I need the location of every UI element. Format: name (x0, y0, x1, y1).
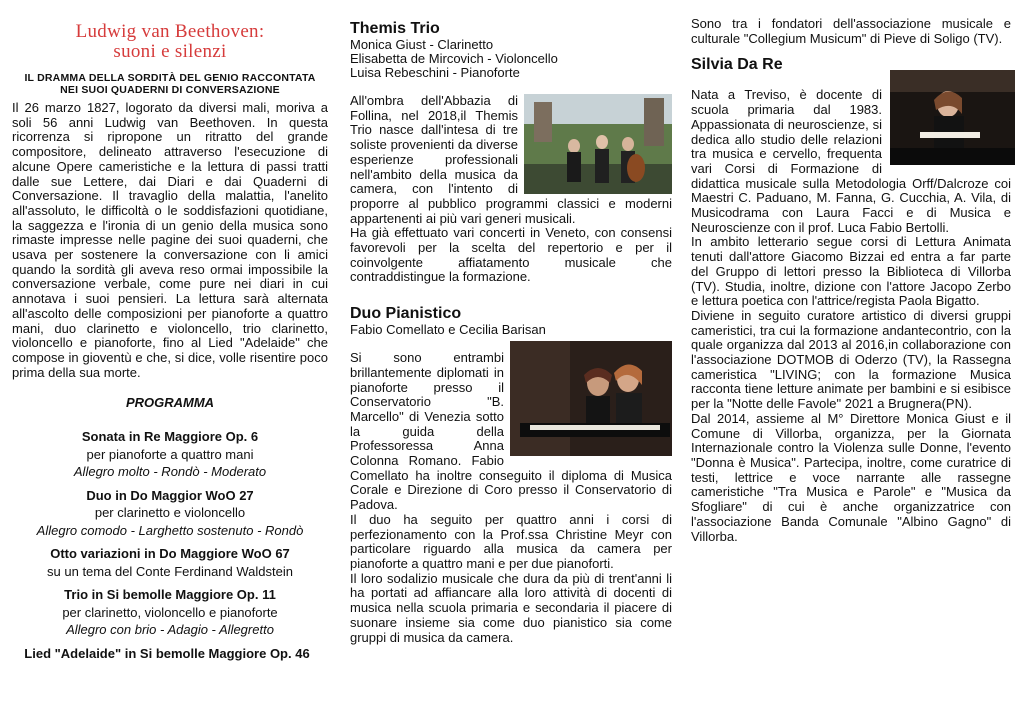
column-reader (691, 0, 1011, 723)
duo-photo-image (510, 341, 672, 456)
duo-photo (510, 341, 672, 456)
program-item-desc: su un tema del Conte Ferdinand Waldstein (47, 563, 293, 579)
trio-photo (524, 94, 672, 194)
duo-bio-2: Il duo ha seguito per quattro anni i corsi di perfezionamento con la Prof.ssa Christine Meyr con particolare riguardo alla musica da camera per pianoforte a quattro mani e per due pianoforti. (350, 511, 672, 571)
trio-members (350, 38, 672, 80)
program-item-title: Sonata in Re Maggiore Op. 6 (81, 429, 259, 445)
duo-members: Fabio Comellato e Cecilia Barisan (350, 322, 546, 338)
program-item (12, 487, 328, 540)
program-item (12, 428, 328, 481)
program-item (2, 645, 332, 663)
program-item-tempo: Allegro molto - Rondò - Moderato (73, 464, 267, 480)
program-item-title: Trio in Si bemolle Maggiore Op. 11 (64, 587, 276, 603)
title-line-1: Ludwig van Beethoven: (75, 21, 265, 42)
trio-member: Elisabetta de Mircovich - Violoncello (350, 51, 558, 66)
silvia-bio-3: Diviene in seguito curatore artistico di diversi gruppi cameristici, tra cui la formazione andantecontrio, con la quale organizza dal 2013 al 2016,in collaborazione con l'associazione DOTMOB di Oderzo (TV), la Rassegna cameristica "LIVING; con la formazione Musica racconta tiene letture animate per bambini e si esibisce per la "Notte delle Favole" 2021 a Brugnera(PN). (691, 307, 1011, 412)
trio-heading: Themis Trio (350, 20, 440, 37)
silvia-photo (890, 70, 1015, 165)
main-title (12, 22, 328, 62)
silvia-bio-2: In ambito letterario segue corsi di Lettura Animata tenuti dall'attore Giacomo Bizzai ed entra a far parte del Gruppo di lettori presso la Biblioteca di Villorba (TV). Studia, inoltre, dizione con l'attore Jacopo Zerbo e lettura poetica con l'attrice/regista Paola Bigatto. (691, 234, 1011, 309)
trio-bio: All'ombra dell'Abbazia di Follina, nel 2018,il Themis Trio nasce dall'intesa di tre soliste provenienti da diverse esperienze professionali nell'ambito della musica da camera, con l'intento di proporre al pubblico programmi classici e moderni appartenenti ai più vari generi musicali. (350, 93, 672, 226)
program-item-title: Otto variazioni in Do Maggiore WoO 67 (50, 546, 290, 562)
duo-heading: Duo Pianistico (350, 305, 462, 323)
program-item (12, 586, 328, 639)
silvia-photo-image (890, 70, 1015, 165)
program-item-tempo: Allegro comodo - Larghetto sostenuto - Rondò (36, 522, 304, 538)
silvia-heading: Silvia Da Re (691, 56, 783, 74)
column-program (12, 0, 328, 723)
duo-bio-3: Il loro sodalizio musicale che dura da più di trent'anni li ha portati ad affiancare alla loro attività di docenti di musica nella scuola primaria e secondaria il piacere di suonare insieme sia come duo pianistico sia come gruppi di musica da camera. (350, 570, 672, 645)
trio-photo-image (524, 94, 672, 194)
program-item-desc: per clarinetto, violoncello e pianoforte (62, 604, 278, 620)
programma-heading: PROGRAMMA (125, 395, 215, 411)
title-line-2: suoni e silenzi (113, 41, 227, 62)
column-performers (350, 0, 672, 723)
silvia-bio-1: Nata a Treviso, è docente di scuola primaria dal 1983. Appassionata di neuroscienze, si dedica allo studio delle relazioni tra musica e cervello, frequenta vari Corsi di Formazione di didattica musicale sulla Metodologia Orff/Dalcroze coi Maestri C. Paduano, M. Fanna, G. Cucchia, A. Vila, di Musicodrama con Laura Facci e di Musica e Neuroscienze con il prof. Luca Fabio Bertolli. (691, 87, 1011, 235)
program-item-desc: per clarinetto e violoncello (94, 505, 246, 521)
duo-bio-1: Si sono entrambi brillantemente diplomati in pianoforte presso il Conservatorio "B. Marcello" di Venezia sotto la guida della Professoressa Anna Colonna Romano. Fabio Comellato ha inoltre conseguito il diploma di Musica Corale e Direzione di Coro presso il Conservatorio di Padova. (350, 350, 672, 513)
intro-paragraph: Il 26 marzo 1827, logorato da diversi mali, moriva a soli 56 anni Ludwig van Beethoven. In questa ricorrenza si ripropone un ritratto del grande compositore, delineato attraverso l'esecuzione di alcune Opere cameristiche e la lettura di passi tratti dalle sue Lettere, dai Diari e dai Quaderni di Conversazione. Il travaglio della malattia, l'anelito all'assoluto, le difficoltà o le soddisfazioni quotidiane, la saggezza e l'ironia di un genio della musica sono rimaste impresse nelle pagine dei suoi quaderni, che usava per sostenere la conversazione con li amici quando la sordità gli aveva reso ormai impossibile la conversazione verbale, come pure nei diari in cui annotava i suoi pensieri. La lettura sarà alternata all'ascolto delle composizioni per pianoforte a quattro mani, duo clarinetto e violoncello, trio clarinetto, violoncello e pianoforte, fino al Lied "Adelaide" che compose in gioventù e che, si dice, volle risentire poco prima della sua morte. (12, 100, 328, 380)
program-item-title: Duo in Do Maggior WoO 27 (86, 487, 254, 503)
program-item-tempo: Allegro con brio - Adagio - Allegretto (66, 622, 274, 638)
duo-foundation-text: Sono tra i fondatori dell'associazione musicale e culturale "Collegium Musicum" di Pieve di Soligo (TV). (691, 16, 1011, 46)
trio-member: Luisa Rebeschini - Pianoforte (350, 65, 520, 80)
program-item-title: Lied "Adelaide" in Si bemolle Maggiore Op. 46 (24, 645, 310, 661)
subtitle: IL DRAMMA DELLA SORDITÀ DEL GENIO RACCONTATA NEI SUOI QUADERNI DI CONVERSAZIONE (24, 72, 316, 96)
silvia-bio-4: Dal 2014, assieme al M° Direttore Monica Giust e il Comune di Villorba, organizza, per la Giornata Internazionale contro la Violenza sulle Donne, l'evento "Donna è Musica". Partecipa, inoltre, come curatrice di testi, lettrice e voce narrante alle rassegne cameristiche "Tra Musica e Parole" e "Musica da Sfogliare" di cui è anche organizzatrice con l'associazione Banda Comunale "Albino Gagno" di Villorba. (691, 410, 1011, 544)
program-item (12, 545, 328, 580)
trio-member: Monica Giust - Clarinetto (350, 37, 494, 52)
program-item-desc: per pianoforte a quattro mani (86, 446, 254, 462)
trio-bio-2: Ha già effettuato vari concerti in Veneto, con consensi favorevoli per la scelta del repertorio e per il coinvolgente affiatamento musicale che contraddistingue la formazione. (350, 225, 672, 285)
